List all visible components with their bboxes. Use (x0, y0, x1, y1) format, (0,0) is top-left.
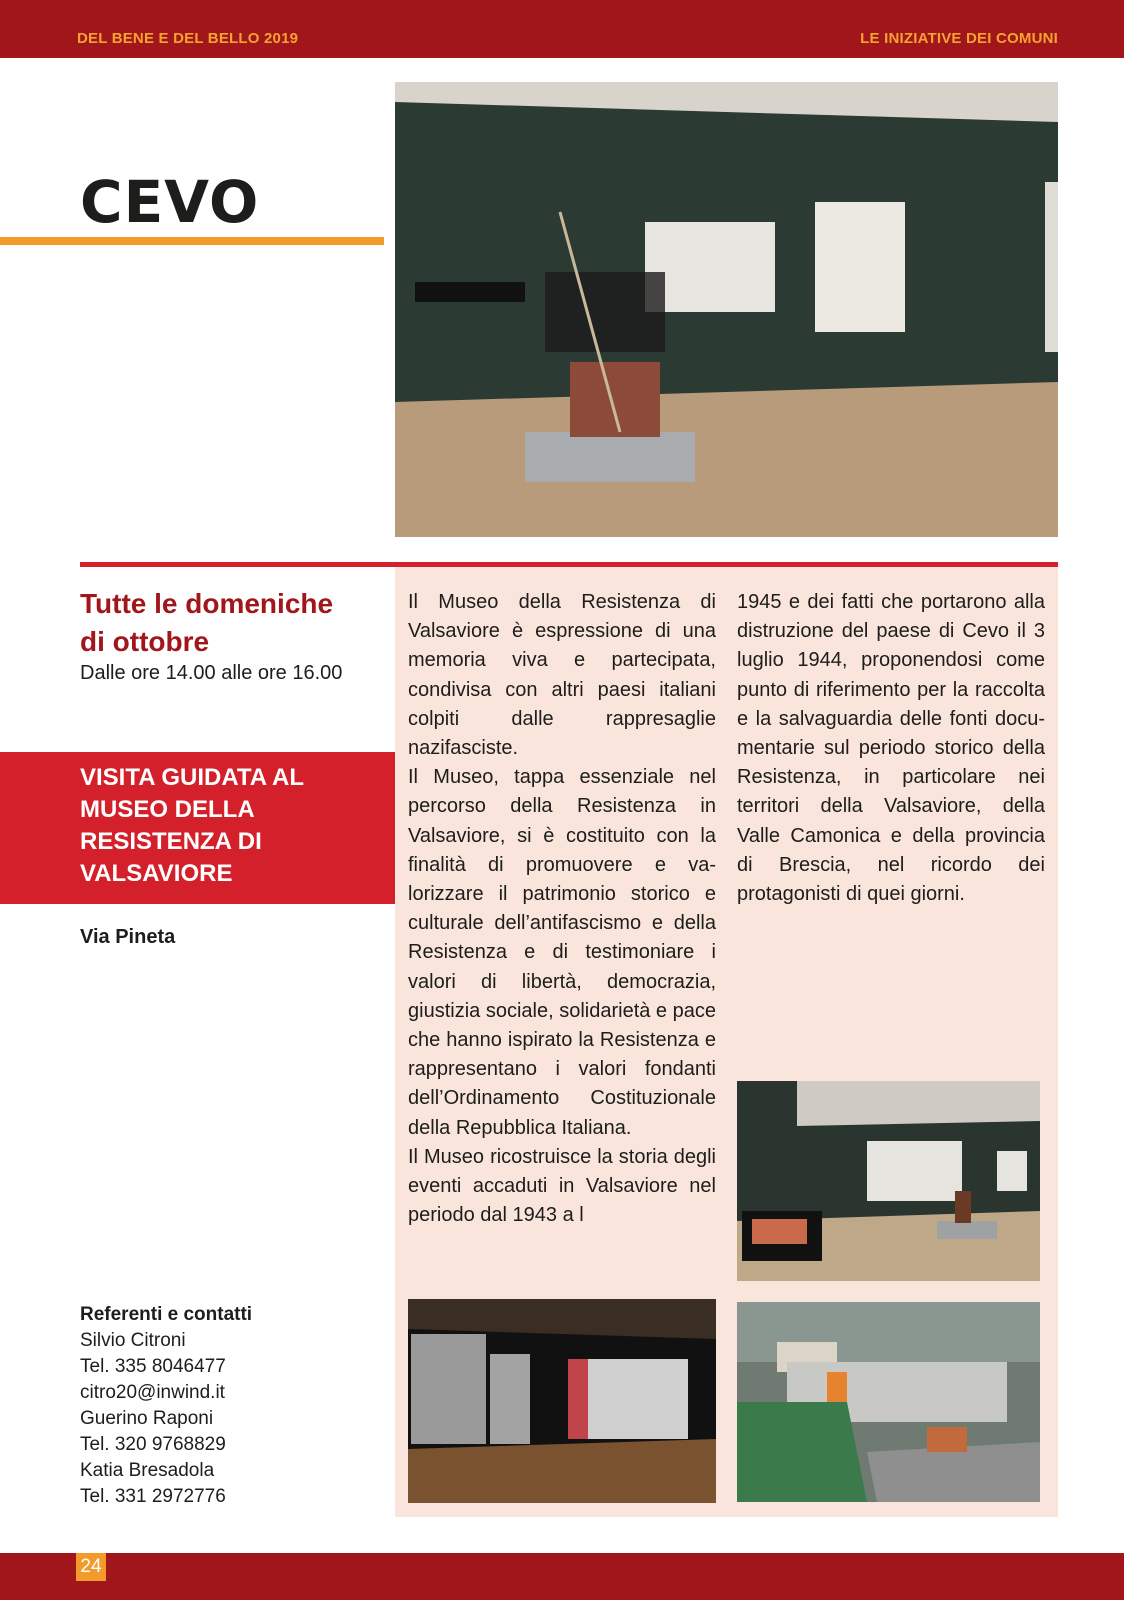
contacts-block (80, 1302, 252, 1510)
body-paragraph: Il Museo della Resistenza di Valsaviore è espressione di una memoria viva e partecipata, condivisa con altri paesi italiani colpiti dalle rappresaglie nazifasciste. (408, 591, 716, 760)
contacts-heading: Referenti e contatti (80, 1304, 253, 1325)
contact-email[interactable]: citro20@inwind.it (80, 1382, 225, 1403)
event-address: Via Pineta (80, 926, 176, 948)
page-title: CEVO (80, 168, 260, 236)
contact-phone[interactable]: Tel. 331 2972776 (80, 1486, 226, 1507)
footer-bar (0, 1553, 1124, 1600)
contact-name: Silvio Citroni (80, 1330, 186, 1351)
body-column-2 (737, 588, 1045, 909)
body-column-1 (408, 588, 716, 1230)
event-date (80, 585, 333, 661)
publication-title: DEL BENE E DEL BELLO 2019 (77, 30, 299, 47)
body-paragraph: Il Museo ricostruisce la storia degli eventi accaduti in Valsaviore nel periodo dal 1943 a l (408, 1145, 716, 1227)
event-title (80, 762, 380, 890)
contact-name: Katia Bresadola (80, 1460, 215, 1481)
top-header-bar (0, 0, 1124, 58)
event-title-line: VISITA GUIDATA AL (80, 764, 304, 791)
main-photo-museum-room (395, 82, 1058, 537)
body-paragraph: Il Museo, tappa essenziale nel percorso della Resistenza in Valsaviore, si è costituito con la finalità di promuovere e valorizzare il patrimonio storico e culturale dell’antifascismo e della Resistenza e di testimoniare i valori di libertà, democrazia, giustizia sociale, solidarietà e pace che hanno ispirato la Resistenza e rappresentano i valori fondanti dell’Ordinamento Costituzionale della Repubblica Italiana. (408, 766, 716, 1139)
body-paragraph: 1945 e dei fatti che portarono alla distruzione del paese di Cevo il 3 luglio 1944, proponendosi come punto di riferimento per la raccolta e la salvaguardia delle fonti documentarie sul periodo storico della Resistenza, in particolare nei territori della Valsaviore, della Valle Camonica e della provincia di Brescia, nel ricordo dei protagonisti di quei giorni. (737, 591, 1045, 906)
contact-phone[interactable]: Tel. 335 8046477 (80, 1356, 226, 1377)
photo-museum-building (737, 1302, 1040, 1502)
event-date-line: di ottobre (80, 626, 210, 657)
title-underline (0, 237, 384, 245)
photo-museum-room-chair (737, 1081, 1040, 1281)
photo-projection-room (408, 1299, 716, 1503)
event-title-line: VALSAVIORE (80, 860, 233, 887)
page-number: 24 (76, 1553, 106, 1581)
event-title-line: MUSEO DELLA (80, 796, 255, 823)
contact-name: Guerino Raponi (80, 1408, 214, 1429)
contact-phone[interactable]: Tel. 320 9768829 (80, 1434, 226, 1455)
event-date-line: Tutte le domeniche (80, 588, 334, 619)
section-title: LE INIZIATIVE DEI COMUNI (860, 30, 1058, 47)
event-title-line: RESISTENZA DI (80, 828, 262, 855)
event-time: Dalle ore 14.00 alle ore 16.00 (80, 662, 343, 684)
event-title-box (0, 752, 395, 904)
